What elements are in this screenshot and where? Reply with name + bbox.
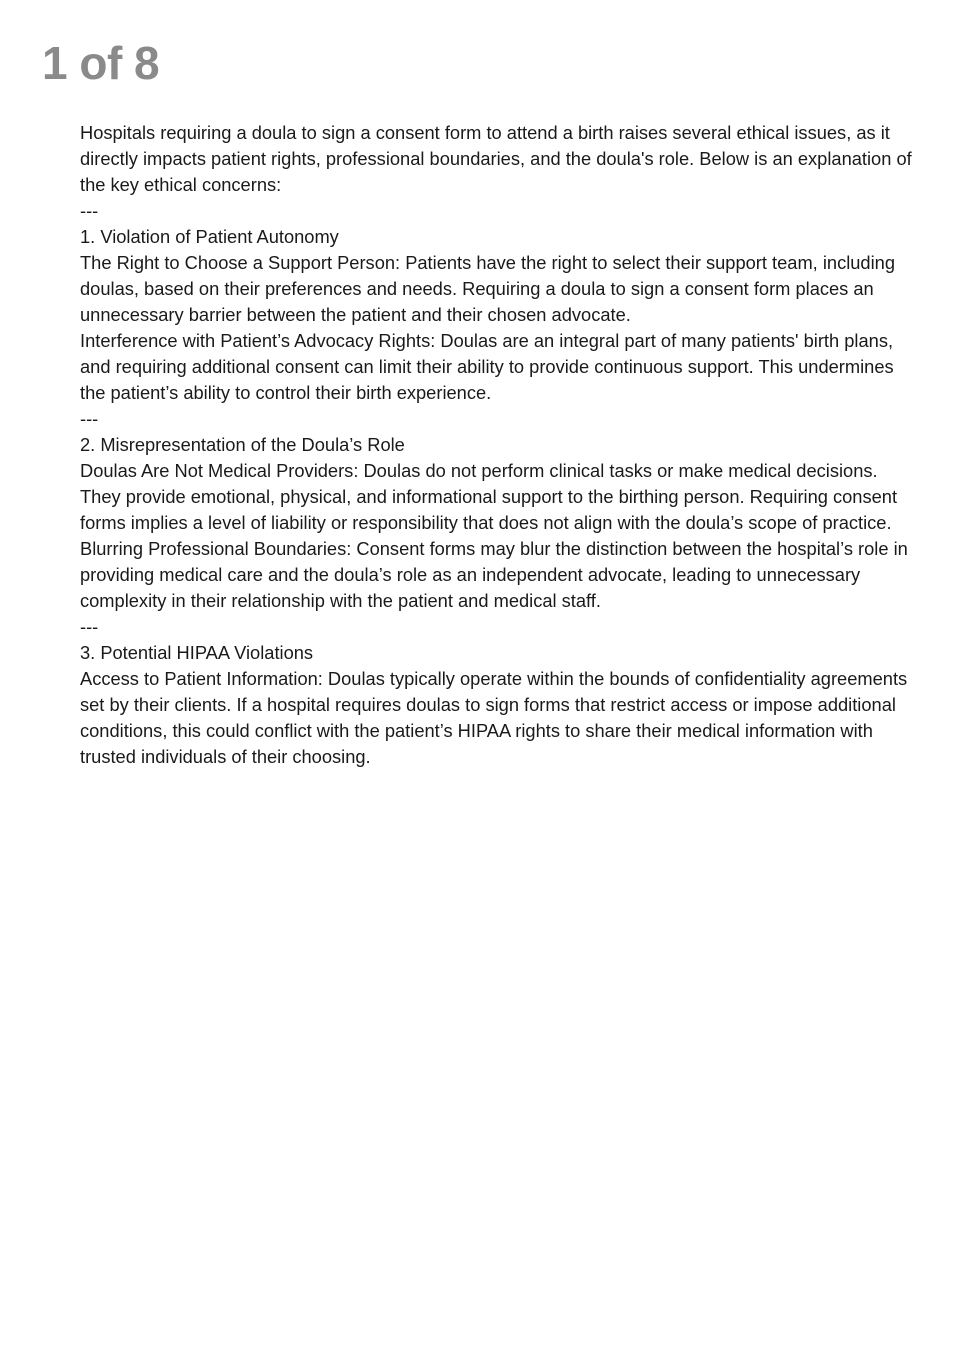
page-indicator: 1 of 8 bbox=[42, 37, 160, 89]
section-separator: --- bbox=[80, 200, 99, 221]
section-separator: --- bbox=[80, 616, 99, 637]
section-heading: 1. Violation of Patient Autonomy bbox=[80, 226, 339, 247]
intro-paragraph: Hospitals requiring a doula to sign a consent form to attend a birth raises several ethical issues, as it directly impacts patient rights, professional boundaries, and the doula's role. Below is an explanation of the key ethical concerns: bbox=[80, 122, 912, 195]
section-heading: 2. Misrepresentation of the Doula’s Role bbox=[80, 434, 405, 455]
section-separator: --- bbox=[80, 408, 99, 429]
section-paragraph: Blurring Professional Boundaries: Consent forms may blur the distinction between the hospital’s role in providing medical care and the doula’s role as an independent advocate, leading to unnecessary complexity in their relationship with the patient and medical staff. bbox=[80, 538, 908, 611]
section-heading: 3. Potential HIPAA Violations bbox=[80, 642, 314, 663]
section-paragraph: Doulas Are Not Medical Providers: Doulas do not perform clinical tasks or make medical decisions. They provide emotional, physical, and informational support to the birthing person. Requiring consent forms implies a level of liability or responsibility that does not align with the doula’s scope of practice. bbox=[80, 460, 898, 533]
section-paragraph: Interference with Patient’s Advocacy Rights: Doulas are an integral part of many patients' birth plans, and requiring additional consent can limit their ability to provide continuous support. This undermines the patient’s ability to control their birth experience. bbox=[80, 330, 894, 403]
section-paragraph: Access to Patient Information: Doulas typically operate within the bounds of confidentiality agreements set by their clients. If a hospital requires doulas to sign forms that restrict access or impose additional conditions, this could conflict with the patient’s HIPAA rights to share their medical information with trusted individuals of their choosing. bbox=[80, 668, 908, 767]
document-body bbox=[80, 120, 920, 770]
section-paragraph: The Right to Choose a Support Person: Patients have the right to select their support team, including doulas, based on their preferences and needs. Requiring a doula to sign a consent form places an unnecessary barrier between the patient and their chosen advocate. bbox=[80, 252, 895, 325]
